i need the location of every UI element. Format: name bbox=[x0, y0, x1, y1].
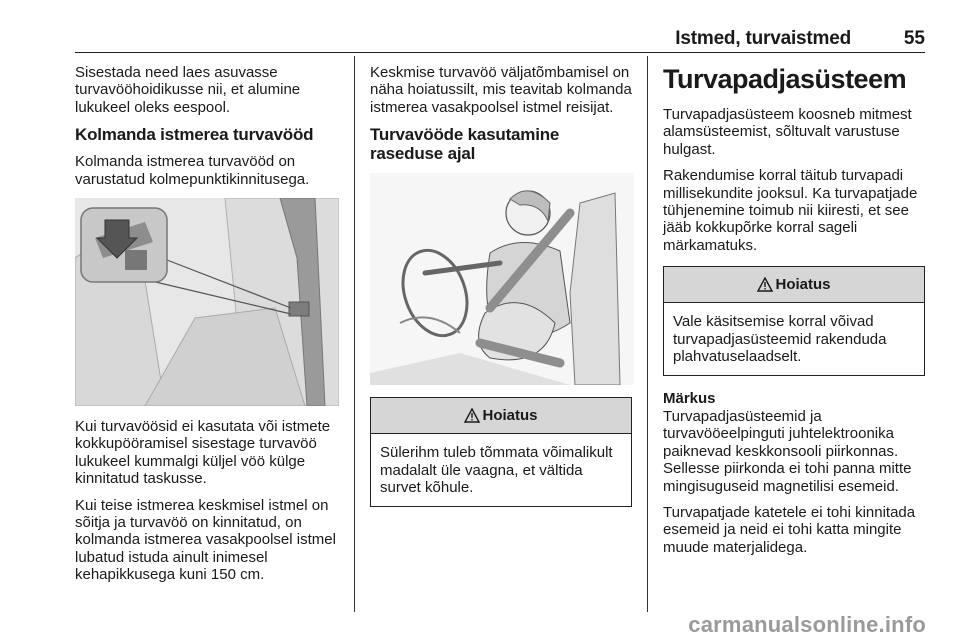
center-belt-paragraph: Keskmise turvavöö väljatõmbamisel on näha hoiatussilt, mis teavitab kolmanda istmerea vasakpoolsel istmel reisijat. bbox=[370, 64, 632, 116]
warning-header bbox=[371, 398, 631, 434]
watermark: carmanualsonline.info bbox=[688, 612, 926, 637]
seatbelt-pocket-illustration bbox=[75, 198, 339, 406]
column-divider-1 bbox=[354, 56, 355, 612]
pregnancy-warning-box bbox=[370, 397, 632, 507]
note-paragraph-1: Turvapadjasüsteemid ja turvavööeelpinguti juhtelektroonika paiknevad keskkonsooli piirkonnas. Sellesse piirkonda ei tohi panna mitte mingisuguseid magnetilisi esemeid. bbox=[663, 407, 912, 495]
pregnant-driver-illustration bbox=[370, 173, 634, 385]
page-number: 55 bbox=[903, 28, 925, 49]
airbag-paragraph-1: Turvapadjasüsteem koosneb mitmest alamsüsteemist, sõltuvalt varustuse hulgast. bbox=[663, 106, 912, 158]
warning-body bbox=[371, 434, 631, 506]
warning-text: Sülerihm tuleb tõmmata võimalikult madalalt üle vaagna, et vältida survet kõhule. bbox=[380, 444, 613, 497]
column-1 bbox=[75, 64, 341, 593]
pregnant-driver-drawing bbox=[370, 173, 634, 385]
column-3 bbox=[663, 64, 925, 565]
third-row-paragraph-1: Kolmanda istmerea turvavööd on varustatud kolmepunktikinnitusega. bbox=[75, 153, 310, 188]
warning-header bbox=[664, 267, 924, 303]
airbag-warning-box bbox=[663, 266, 925, 376]
note-paragraph-2: Turvapatjade katetele ei tohi kinnitada esemeid ja neid ei tohi katta mingite muude materjalidega. bbox=[663, 503, 916, 556]
warning-body bbox=[664, 303, 924, 375]
page-header bbox=[75, 26, 925, 53]
intro-paragraph: Sisestada need laes asuvasse turvavööhoidikusse nii, et alumine lukukeel oleks eespool. bbox=[75, 64, 301, 116]
warning-triangle-icon bbox=[464, 408, 480, 423]
airbag-heading: Turvapadjasüsteem bbox=[663, 64, 907, 94]
warning-text: Vale käsitsemise korral võivad turvapadjasüsteemid rakenduda plahvatuselaadselt. bbox=[673, 313, 887, 366]
warning-triangle-icon bbox=[757, 277, 773, 292]
warning-title: Hoiatus bbox=[775, 276, 831, 294]
seatbelt-pocket-drawing bbox=[75, 198, 339, 406]
column-divider-2 bbox=[647, 56, 648, 612]
warning-title: Hoiatus bbox=[482, 407, 538, 425]
pregnancy-heading: Turvavööde kasutamine raseduse ajal bbox=[370, 125, 560, 164]
note-label: Märkus bbox=[663, 390, 716, 408]
section-title: Istmed, turvaistmed bbox=[675, 28, 851, 49]
third-row-paragraph-2: Kui turvavöösid ei kasutata või istmete kokkupööramisel sisestage turvavöö lukukeel kummalgi küljel vöö külge kinnitatud taskusse. bbox=[75, 418, 331, 488]
third-row-paragraph-3: Kui teise istmerea keskmisel istmel on sõitja ja turvavöö on kinnitatud, on kolmanda istmerea vasakpoolsel istmel lubatud istuda ainult inimesel kehapikkusega kuni 150 cm. bbox=[75, 496, 336, 584]
column-2 bbox=[370, 64, 632, 507]
third-row-heading: Kolmanda istmerea turvavööd bbox=[75, 125, 314, 145]
airbag-paragraph-2: Rakendumise korral täitub turvapadi millisekundite jooksul. Ka turvapatjade tühjenemine toimub nii kiiresti, et see jääb kokkupõrke korral sageli märkamatuks. bbox=[663, 167, 918, 254]
